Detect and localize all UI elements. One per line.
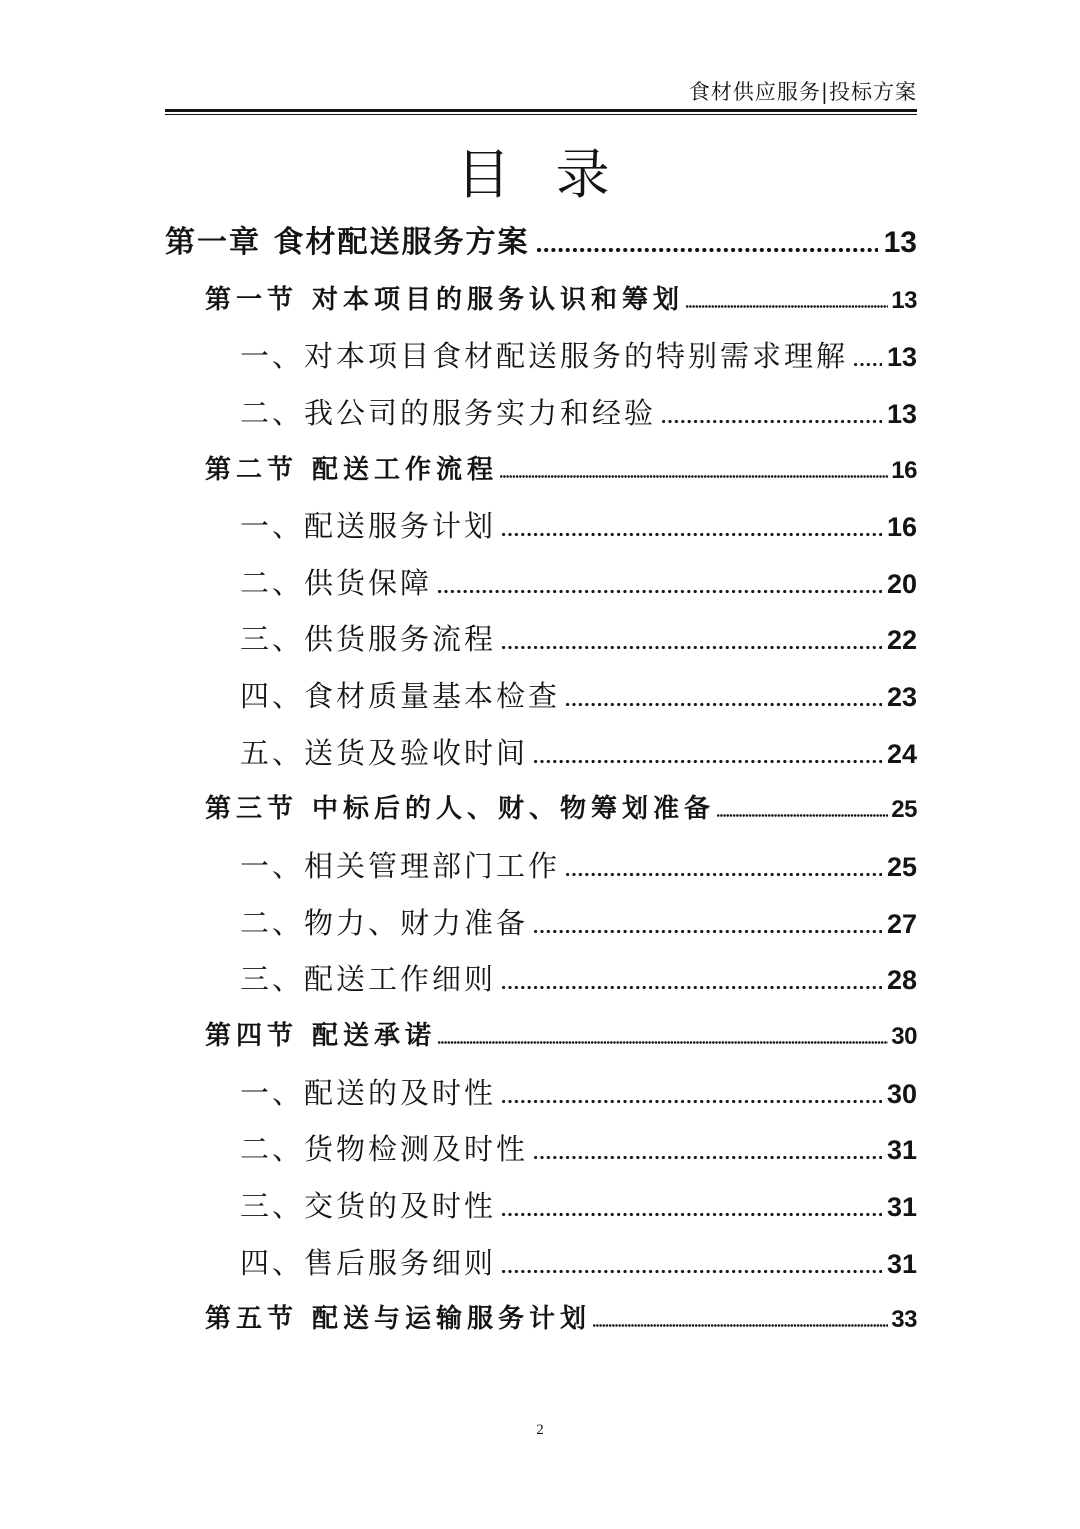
toc-entry-label: 二、我公司的服务实力和经验 — [240, 395, 657, 430]
toc-entry-page: 23 — [886, 682, 917, 713]
toc-subsection-entry — [240, 1235, 917, 1292]
toc-entry-page: 31 — [886, 1248, 917, 1279]
header-rule-thin — [165, 114, 917, 115]
toc-entry-label: 第一节 对本项目的服务认识和筹划 — [205, 284, 685, 315]
dot-leader — [686, 305, 888, 308]
toc-subsection-entry — [240, 328, 917, 385]
toc-subsection-entry — [240, 555, 917, 612]
toc-subsection-entry — [240, 498, 917, 555]
toc-section-entry — [205, 1291, 917, 1348]
toc-subsection-entry — [240, 725, 917, 782]
toc-entry-label: 一、配送服务计划 — [240, 509, 497, 544]
toc-entry-page: 28 — [886, 965, 917, 996]
toc-subsection-entry — [240, 1178, 917, 1235]
table-of-contents — [0, 215, 1080, 1348]
toc-section-entry — [205, 272, 917, 329]
toc-entry-page: 20 — [886, 568, 917, 599]
toc-entry-label: 第五节 配送与运输服务计划 — [205, 1304, 592, 1335]
dot-leader — [534, 930, 882, 933]
toc-entry-page: 13 — [883, 226, 917, 259]
toc-entry-page: 30 — [886, 1078, 917, 1109]
toc-entry-page: 30 — [891, 1022, 917, 1050]
dot-leader — [502, 646, 882, 649]
toc-entry-page: 25 — [886, 852, 917, 883]
dot-leader — [566, 703, 882, 706]
dot-leader — [537, 248, 877, 252]
page-number: 2 — [536, 1422, 544, 1438]
dot-leader — [502, 1100, 882, 1103]
dot-leader — [500, 475, 888, 478]
toc-entry-page: 13 — [891, 286, 917, 314]
toc-entry-label: 三、交货的及时性 — [240, 1188, 497, 1223]
toc-entry-label: 五、送货及验收时间 — [240, 735, 529, 770]
toc-title: 目 录 — [456, 143, 624, 206]
toc-entry-label: 四、售后服务细则 — [240, 1245, 497, 1280]
toc-subsection-entry — [240, 838, 917, 895]
toc-entry-page: 25 — [891, 796, 917, 824]
running-header: 食材供应服务|投标方案 — [688, 80, 917, 104]
dot-leader — [502, 1213, 882, 1216]
toc-entry-label: 一、配送的及时性 — [240, 1075, 497, 1110]
dot-leader — [502, 533, 882, 536]
toc-subsection-entry — [240, 668, 917, 725]
toc-entry-label: 一、相关管理部门工作 — [240, 849, 561, 884]
toc-section-entry — [205, 442, 917, 499]
toc-subsection-entry — [240, 895, 917, 952]
toc-entry-page: 16 — [886, 512, 917, 543]
toc-entry-page: 13 — [886, 398, 917, 429]
header-rule-thick — [165, 109, 917, 112]
dot-leader — [534, 1156, 882, 1159]
toc-entry-label: 四、食材质量基本检查 — [240, 679, 561, 714]
toc-subsection-entry — [240, 951, 917, 1008]
toc-section-entry — [205, 781, 917, 838]
toc-section-entry — [205, 1008, 917, 1065]
toc-entry-label: 第四节 配送承诺 — [205, 1020, 437, 1051]
toc-entry-page: 13 — [886, 342, 917, 373]
toc-entry-label: 二、供货保障 — [240, 565, 433, 600]
toc-entry-page: 27 — [886, 908, 917, 939]
toc-entry-label: 三、配送工作细则 — [240, 962, 497, 997]
dot-leader — [438, 590, 882, 593]
toc-entry-page: 22 — [886, 625, 917, 656]
toc-subsection-entry — [240, 611, 917, 668]
toc-entry-page: 31 — [886, 1191, 917, 1222]
toc-entry-label: 第二节 配送工作流程 — [205, 454, 499, 485]
toc-entry-page: 33 — [891, 1306, 917, 1334]
dot-leader — [662, 420, 882, 423]
toc-entry-page: 16 — [891, 456, 917, 484]
toc-subsection-entry — [240, 1065, 917, 1122]
toc-entry-label: 二、货物检测及时性 — [240, 1132, 529, 1167]
toc-entry-label: 二、物力、财力准备 — [240, 905, 529, 940]
dot-leader — [566, 873, 882, 876]
dot-leader — [717, 814, 888, 817]
toc-entry-label: 一、对本项目食材配送服务的特别需求理解 — [240, 339, 849, 374]
toc-entry-label: 第三节 中标后的人、财、物筹划准备 — [205, 794, 716, 825]
toc-entry-page: 24 — [886, 738, 917, 769]
dot-leader — [438, 1041, 888, 1044]
dot-leader — [854, 363, 882, 366]
toc-chapter-entry — [165, 215, 917, 272]
toc-subsection-entry — [240, 385, 917, 442]
dot-leader — [534, 760, 882, 763]
dot-leader — [502, 1270, 882, 1273]
toc-entry-page: 31 — [886, 1135, 917, 1166]
toc-subsection-entry — [240, 1121, 917, 1178]
dot-leader — [593, 1324, 888, 1327]
dot-leader — [502, 986, 882, 989]
toc-entry-label: 三、供货服务流程 — [240, 622, 497, 657]
toc-entry-label: 第一章 食材配送服务方案 — [165, 225, 530, 260]
